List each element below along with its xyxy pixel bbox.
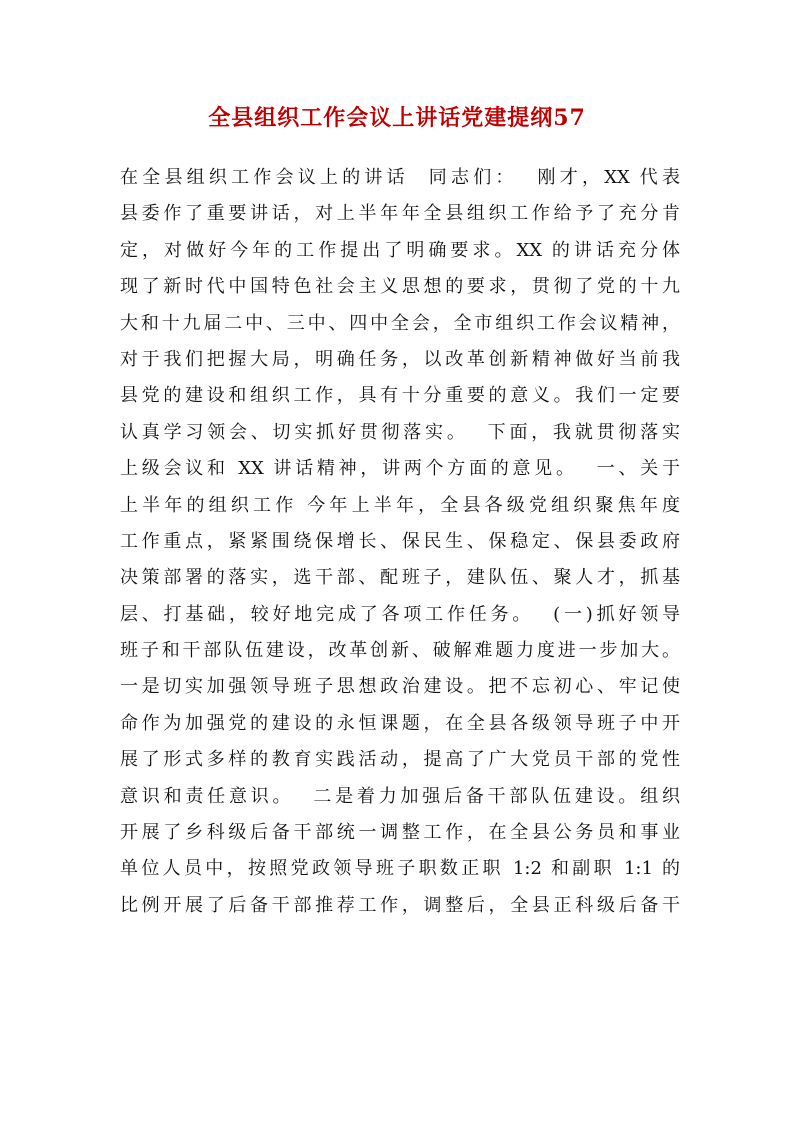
body-line: 认真学习领会、切实抓好贯彻落实。 下面，我就贯彻落实 xyxy=(120,421,680,443)
body-line: 决策部署的落实，选干部、配班子，建队伍、聚人才，抓基 xyxy=(120,567,680,589)
body-line: 层、打基础，较好地完成了各项工作任务。 (一)抓好领导 xyxy=(120,603,680,625)
body-line: 工作重点，紧紧围绕保增长、保民生、保稳定、保县委政府 xyxy=(120,530,680,552)
body-line: 单位人员中，按照党政领导班子职数正职 1:2 和副职 1:1 的 xyxy=(120,858,680,880)
body-line: 现了新时代中国特色社会主义思想的要求，贯彻了党的十九 xyxy=(120,276,680,298)
body-line: 在全县组织工作会议上的讲话 同志们： 刚才，XX 代表 xyxy=(120,167,680,188)
body-line: 意识和责任意识。 二是着力加强后备干部队伍建设。组织 xyxy=(120,785,680,807)
body-line: 命作为加强党的建设的永恒课题，在全县各级领导班子中开 xyxy=(120,712,680,734)
document-title: 全县组织工作会议上讲话党建提纲57 xyxy=(208,105,586,131)
body-line: 县党的建设和组织工作，具有十分重要的意义。我们一定要 xyxy=(120,385,680,407)
body-line: 一是切实加强领导班子思想政治建设。把不忘初心、牢记使 xyxy=(120,676,680,698)
body-line: 县委作了重要讲话，对上半年年全县组织工作给予了充分肯 xyxy=(120,203,680,225)
body-line: 上半年的组织工作 今年上半年，全县各级党组织聚焦年度 xyxy=(120,494,680,516)
body-line: 展了形式多样的教育实践活动，提高了广大党员干部的党性 xyxy=(120,749,680,771)
body-line: 定，对做好今年的工作提出了明确要求。XX 的讲话充分体 xyxy=(120,239,680,261)
body-line: 班子和干部队伍建设，改革创新、破解难题力度进一步加大。 xyxy=(120,640,680,662)
body-line: 比例开展了后备干部推荐工作，调整后，全县正科级后备干 xyxy=(120,894,680,916)
body-line: 上级会议和 XX 讲话精神，讲两个方面的意见。 一、关于 xyxy=(120,458,680,480)
body-line: 对于我们把握大局，明确任务，以改革创新精神做好当前我 xyxy=(120,348,680,370)
body-line: 开展了乡科级后备干部统一调整工作，在全县公务员和事业 xyxy=(120,822,680,844)
document-body xyxy=(120,160,680,924)
body-line: 大和十九届二中、三中、四中全会，全市组织工作会议精神， xyxy=(120,312,680,334)
